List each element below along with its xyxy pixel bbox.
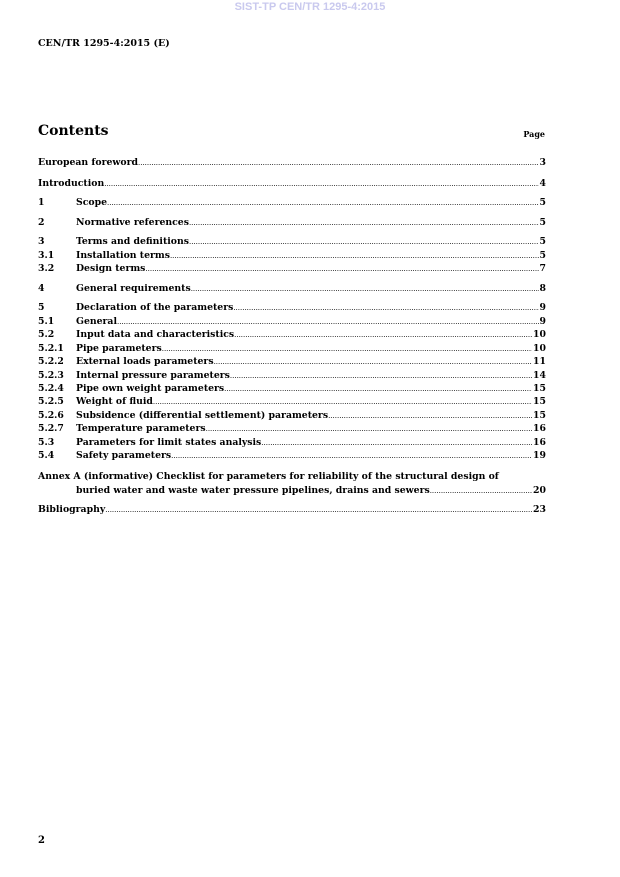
toc-number: 5.2.1	[38, 343, 64, 354]
toc-page: 19	[533, 450, 546, 461]
toc-number: 5.2.4	[38, 383, 64, 394]
page-number: 2	[38, 835, 45, 846]
toc-label: Terms and definitions	[76, 236, 189, 247]
toc-label: Bibliography	[38, 504, 106, 515]
toc-label: Weight of fluid	[76, 396, 153, 407]
toc-label: Input data and characteristics	[76, 329, 235, 340]
toc-label: Installation terms	[76, 250, 170, 261]
toc-entry[interactable]	[38, 263, 546, 275]
toc-number: 5	[38, 302, 45, 313]
toc-page: 5	[539, 197, 546, 208]
toc-number: 5.2	[38, 329, 55, 340]
toc-page: 8	[539, 283, 546, 294]
toc-label: General	[76, 316, 117, 327]
toc-entry[interactable]	[38, 370, 546, 382]
annex-line-1: Annex A (informative) Checklist for parameters for reliability of the structural design of	[38, 471, 499, 482]
toc-entry[interactable]	[38, 178, 546, 190]
toc-label: Design terms	[76, 263, 146, 274]
toc-entry[interactable]	[38, 250, 546, 262]
toc-number: 5.4	[38, 450, 55, 461]
toc-label: Subsidence (differential settlement) parameters	[76, 410, 329, 421]
toc-number: 1	[38, 197, 45, 208]
dot-leader	[261, 437, 532, 449]
toc-entry-annex-a[interactable]	[38, 470, 546, 498]
toc-page: 7	[539, 263, 546, 274]
annex-line-2: buried water and waste water pressure pipelines, drains and sewers	[76, 484, 430, 496]
toc-entry[interactable]	[38, 396, 546, 408]
toc-entry[interactable]	[38, 423, 546, 435]
toc-page: 23	[533, 504, 546, 515]
dot-leader	[230, 370, 532, 382]
toc-entry[interactable]	[38, 383, 546, 395]
watermark: SIST-TP CEN/TR 1295-4:2015	[234, 1, 386, 13]
dot-leader	[328, 410, 532, 422]
toc-number: 3	[38, 236, 45, 247]
toc-entry[interactable]	[38, 410, 546, 422]
toc-page: 5	[539, 236, 546, 247]
toc-entry[interactable]	[38, 236, 546, 248]
toc-number: 4	[38, 283, 45, 294]
toc-number: 2	[38, 217, 45, 228]
toc-page: 9	[539, 316, 546, 327]
toc-page: 15	[533, 410, 546, 421]
toc-number: 5.2.5	[38, 396, 64, 407]
toc-page: 14	[533, 370, 546, 381]
toc-entry[interactable]	[38, 302, 546, 314]
dot-leader	[214, 356, 532, 368]
dot-leader	[191, 283, 539, 295]
page-column-label: Page	[523, 129, 545, 139]
toc-page: 15	[533, 383, 546, 394]
toc-entry[interactable]	[38, 197, 546, 209]
toc-page: 10	[533, 329, 546, 340]
toc-number: 5.3	[38, 437, 55, 448]
toc-page: 5	[539, 250, 546, 261]
toc-label: Internal pressure parameters	[76, 370, 230, 381]
toc-page: 16	[533, 437, 546, 448]
dot-leader	[430, 484, 532, 499]
toc-entry[interactable]	[38, 329, 546, 341]
toc-page: 10	[533, 343, 546, 354]
toc-number: 5.2.2	[38, 356, 64, 367]
toc-page: 4	[539, 178, 546, 189]
toc-label: Parameters for limit states analysis	[76, 437, 262, 448]
toc-page: 5	[539, 217, 546, 228]
toc-entry-bibliography[interactable]	[38, 504, 546, 516]
dot-leader	[233, 302, 538, 314]
dot-leader	[107, 197, 539, 209]
document-header: CEN/TR 1295-4:2015 (E)	[38, 38, 170, 49]
toc-label: Normative references	[76, 217, 189, 228]
toc-page: 9	[539, 302, 546, 313]
toc-page: 3	[539, 157, 546, 168]
dot-leader	[117, 316, 539, 328]
toc-entry[interactable]	[38, 217, 546, 229]
dot-leader	[104, 178, 538, 190]
dot-leader	[234, 329, 532, 341]
dot-leader	[171, 450, 532, 462]
dot-leader	[145, 263, 538, 275]
toc-entry[interactable]	[38, 450, 546, 462]
toc-label: General requirements	[76, 283, 191, 294]
toc-number: 5.2.7	[38, 423, 64, 434]
toc-label: Pipe parameters	[76, 343, 162, 354]
dot-leader	[170, 250, 539, 262]
toc-label: Pipe own weight parameters	[76, 383, 225, 394]
toc-entry[interactable]	[38, 437, 546, 449]
toc-label: Scope	[76, 197, 107, 208]
dot-leader	[105, 504, 532, 516]
toc-number: 3.1	[38, 250, 55, 261]
contents-title: Contents	[38, 123, 109, 139]
toc-entry[interactable]	[38, 356, 546, 368]
toc-entry[interactable]	[38, 157, 546, 169]
toc-number: 5.2.6	[38, 410, 64, 421]
dot-leader	[206, 423, 532, 435]
dot-leader	[189, 217, 539, 229]
toc-entry[interactable]	[38, 283, 546, 295]
toc-entry[interactable]	[38, 343, 546, 355]
toc-label: Temperature parameters	[76, 423, 206, 434]
toc-entry[interactable]	[38, 316, 546, 328]
dot-leader	[162, 343, 532, 355]
toc-label: Safety parameters	[76, 450, 172, 461]
dot-leader	[189, 236, 539, 248]
toc-page: 20	[533, 484, 546, 496]
dot-leader	[224, 383, 532, 395]
toc-number: 5.1	[38, 316, 55, 327]
toc-page: 15	[533, 396, 546, 407]
toc-label: Declaration of the parameters	[76, 302, 234, 313]
toc-label: External loads parameters	[76, 356, 214, 367]
dot-leader	[138, 157, 539, 169]
toc-page: 11	[533, 356, 546, 367]
toc-page: 16	[533, 423, 546, 434]
dot-leader	[153, 396, 532, 408]
toc-label: European foreword	[38, 157, 138, 168]
toc-number: 3.2	[38, 263, 55, 274]
toc-label: Introduction	[38, 178, 105, 189]
toc-number: 5.2.3	[38, 370, 64, 381]
